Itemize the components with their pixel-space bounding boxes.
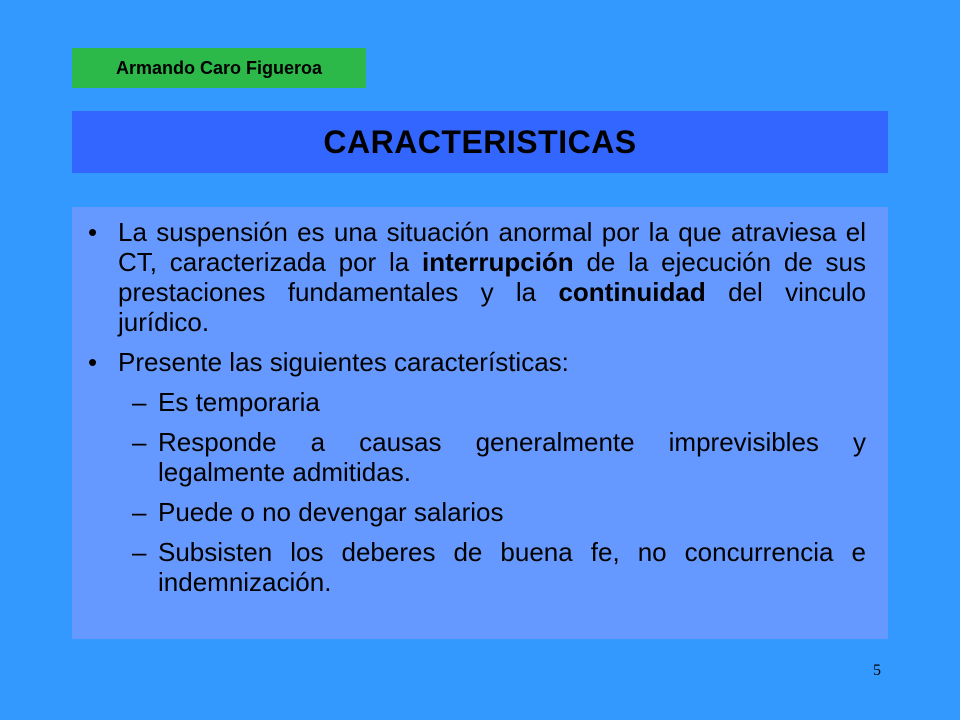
sub-list-item — [132, 537, 866, 597]
bullet-text-segment: La suspensión es una situación anormal por la que atraviesa el CT, caracterizada por la — [118, 217, 866, 277]
content-box — [72, 207, 888, 639]
sub-item-text: Puede o no devengar salarios — [158, 497, 504, 527]
sub-item-text: Es temporaria — [158, 387, 320, 417]
bullet-item — [88, 347, 866, 377]
bullet-item — [88, 217, 866, 337]
bullet-marker: • — [88, 217, 98, 247]
sub-list-item — [132, 387, 866, 417]
bullet-marker: • — [88, 347, 98, 377]
author-label: Armando Caro Figueroa — [72, 48, 366, 88]
bullet-text-segment: del vinculo jurídico. — [118, 277, 866, 337]
slide-title: CARACTERISTICAS — [323, 123, 637, 160]
sub-bullet-marker: – — [132, 497, 147, 527]
bullet-text-segment: de la ejecución de sus prestaciones fundamentales y la — [118, 247, 866, 307]
sub-list-item — [132, 427, 866, 487]
bullet-text-bold-continuidad: continuidad — [558, 277, 706, 307]
bullet-text — [118, 217, 866, 337]
sub-bullet-marker: – — [132, 427, 147, 457]
sub-list-item — [132, 497, 866, 527]
bullet-text: Presente las siguientes características: — [118, 347, 569, 377]
sub-item-text: Subsisten los deberes de buena fe, no concurrencia e indemnización. — [158, 537, 866, 597]
page-number: 5 — [873, 662, 881, 679]
bullet-text-bold-interrupcion: interrupción — [422, 247, 574, 277]
sub-bullet-marker: – — [132, 537, 147, 567]
title-bar — [72, 111, 888, 173]
sub-item-text: Responde a causas generalmente imprevisibles y legalmente admitidas. — [158, 427, 866, 487]
sub-bullet-marker: – — [132, 387, 147, 417]
